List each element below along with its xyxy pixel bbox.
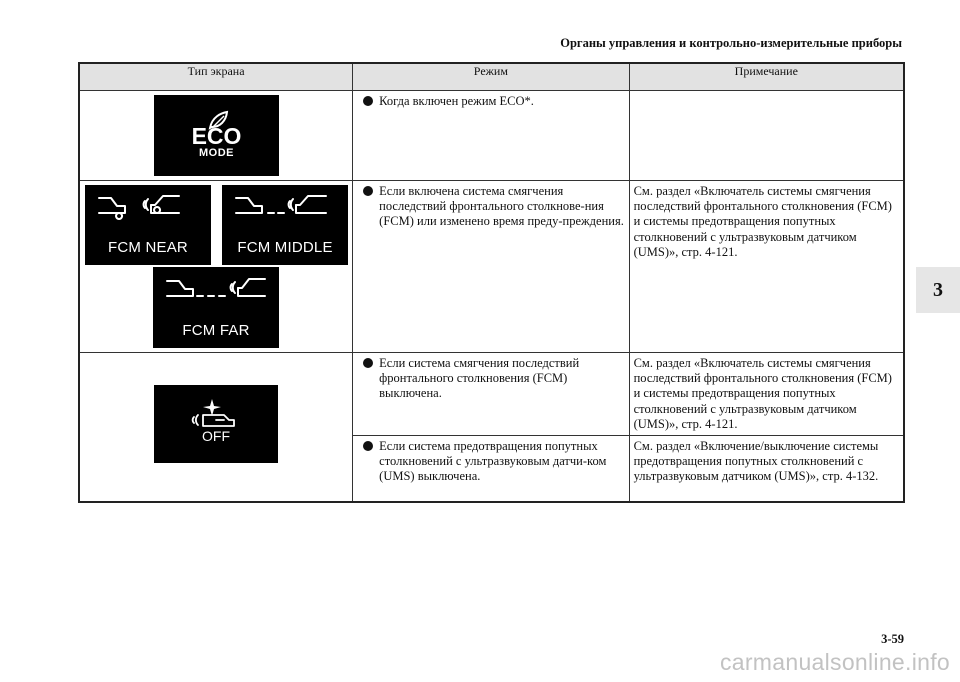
column-header-screen-type: Тип экрана [79, 63, 353, 91]
mode-text: MODE [199, 147, 234, 159]
display-modes-table [78, 62, 905, 503]
fcm-off-screen [154, 385, 278, 463]
fcm-far-label: FCM FAR [182, 322, 250, 339]
mode-cell [353, 436, 629, 502]
fcm-far-screen [153, 267, 279, 348]
eco-text: ECO [191, 123, 242, 149]
fcm-near-screen [85, 185, 211, 265]
note-text [630, 91, 903, 97]
note-cell [629, 91, 904, 181]
mode-text: Если система смягчения последствий фронтального столкновения (FCM) выключена. [379, 356, 580, 401]
fcm-middle-label: FCM MIDDLE [237, 239, 333, 256]
fcm-near-label: FCM NEAR [108, 239, 188, 256]
fcm-off-icon [154, 385, 278, 463]
mode-cell [353, 91, 629, 181]
note-text: См. раздел «Включатель системы смягчения последствий фронтального столкновения (FCM) и системы предотвращения попутных столкновений с ультразвуковым датчиком (UMS)», стр. 4-121. [633, 184, 892, 259]
mode-cell [353, 181, 629, 353]
mode-text: Когда включен режим ECO*. [379, 94, 534, 108]
screen-cell [79, 91, 353, 181]
note-cell [629, 181, 904, 353]
mode-cell [353, 353, 629, 436]
fcm-middle-screen [222, 185, 348, 265]
chapter-number: 3 [933, 278, 943, 301]
page-header-title: Органы управления и контрольно-измерительные приборы [560, 36, 902, 50]
watermark: carmanualsonline.info [719, 649, 950, 675]
table-row [79, 181, 904, 353]
note-cell [629, 436, 904, 502]
bullet-icon [363, 358, 373, 368]
eco-mode-screen [154, 95, 279, 176]
screen-cell [79, 181, 353, 353]
note-text: См. раздел «Включение/выключение системы предотвращения попутных столкновений с ультразвуковым датчиком (UMS)», стр. 4-132. [633, 439, 879, 484]
note-cell [629, 353, 904, 436]
screen-cell [79, 353, 353, 502]
bullet-icon [363, 441, 373, 451]
bullet-icon [363, 186, 373, 196]
column-header-note: Примечание [629, 63, 904, 91]
mode-text: Если включена система смягчения последствий фронтального столкнове-ния (FCM) или изменено время преду-преждения. [379, 184, 624, 229]
page-number: 3-59 [881, 632, 904, 646]
mode-text: Если система предотвращения попутных столкновений с ультразвуковым датчи-ком (UMS) выключена. [379, 439, 607, 484]
bullet-icon [363, 96, 373, 106]
table-header-row [79, 63, 904, 91]
table-row [79, 353, 904, 436]
column-header-mode: Режим [353, 63, 629, 91]
fcm-off-label: OFF [202, 428, 230, 444]
chapter-tab [916, 267, 960, 313]
table-row [79, 91, 904, 181]
note-text: См. раздел «Включатель системы смягчения последствий фронтального столкновения (FCM) и системы предотвращения попутных столкновений с ультразвуковым датчиком (UMS)», стр. 4-121. [633, 356, 892, 431]
